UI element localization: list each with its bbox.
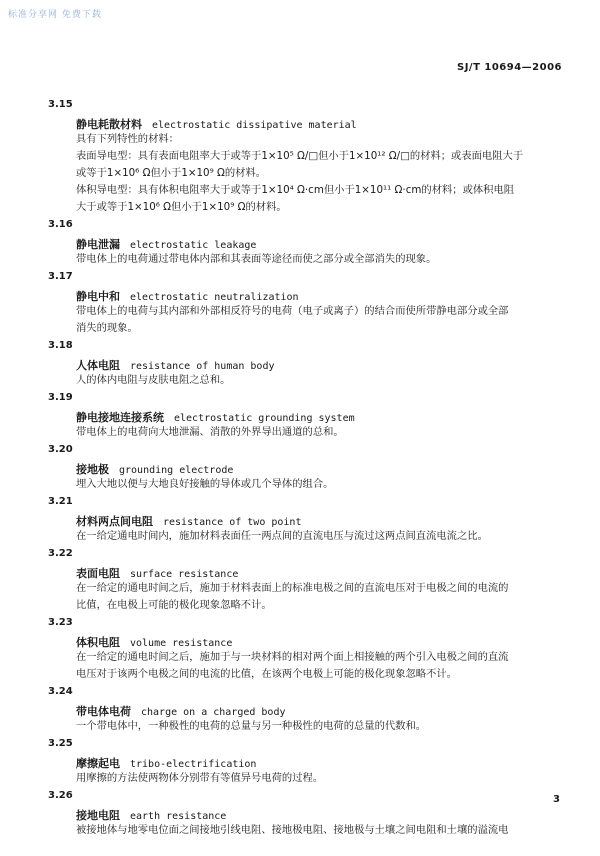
term-english: resistance of two point <box>163 517 302 528</box>
definition-line: 带电体上的电荷通过带电体内部和其表面等途径而使之部分或全部消失的现象。 <box>76 253 437 265</box>
definition-line: 一个带电体中，一种极性的电荷的总量与另一种极性的电荷的总量的代数和。 <box>76 720 427 732</box>
term-entry <box>48 493 548 545</box>
definition-line: 体积导电型：具有体积电阻率大于或等于1×10⁴ Ω·cm但小于1×10¹¹ Ω·cm的材料；或体积电阻 <box>76 184 515 196</box>
clause-number: 3.26 <box>48 790 73 801</box>
term-entry <box>48 735 548 787</box>
clause-number: 3.18 <box>48 340 73 351</box>
clause-number: 3.15 <box>48 99 73 110</box>
definition-line: 人的体内电阻与皮肤电阻之总和。 <box>76 374 231 386</box>
term-entry <box>48 787 548 839</box>
term-heading <box>76 753 548 770</box>
term-heading <box>76 632 548 649</box>
clause-number: 3.23 <box>48 617 73 628</box>
definition-line: 具有下列特性的材料： <box>76 133 179 145</box>
definition-line: 表面导电型：具有表面电阻率大于或等于1×10⁵ Ω/□但小于1×10¹² Ω/□的材料；或表面电阻大于 <box>76 150 524 162</box>
term-chinese: 体积电阻 <box>76 636 120 649</box>
clause-number: 3.22 <box>48 548 73 559</box>
clause-number: 3.17 <box>48 271 73 282</box>
term-entry <box>48 614 548 683</box>
term-heading <box>76 234 548 251</box>
term-chinese: 材料两点间电阻 <box>76 515 153 528</box>
clause-number: 3.25 <box>48 738 73 749</box>
definition-line: 用摩擦的方法使两物体分别带有等值异号电荷的过程。 <box>76 772 324 784</box>
term-chinese: 摩擦起电 <box>76 757 120 770</box>
term-chinese: 静电耗散材料 <box>76 118 142 131</box>
term-chinese: 静电中和 <box>76 290 120 303</box>
term-heading <box>76 511 548 528</box>
term-heading <box>76 459 548 476</box>
term-chinese: 静电接地连接系统 <box>76 411 164 424</box>
definition-line: 带电体上的电荷向大地泄漏、消散的外界导出通道的总和。 <box>76 426 344 438</box>
watermark: 标准分享网 免费下载 <box>8 10 102 20</box>
term-entry <box>48 337 548 389</box>
definition-line: 被接地体与地零电位面之间接地引线电阻、接地极电阻、接地极与土壤之间电阻和土壤的溢流电 <box>76 824 509 836</box>
term-entry <box>48 216 548 268</box>
term-entry <box>48 268 548 337</box>
term-entry <box>48 545 548 614</box>
term-entry <box>48 389 548 441</box>
term-english: electrostatic grounding system <box>174 413 355 424</box>
page-number: 3 <box>553 794 560 805</box>
term-entry <box>48 96 548 216</box>
term-heading <box>76 114 548 131</box>
term-chinese: 接地极 <box>76 463 109 476</box>
term-heading <box>76 355 548 372</box>
clause-number: 3.16 <box>48 219 73 230</box>
term-english: volume resistance <box>130 638 233 649</box>
clause-number: 3.24 <box>48 686 73 697</box>
term-heading <box>76 407 548 424</box>
term-english: electrostatic dissipative material <box>152 120 357 131</box>
clause-number: 3.21 <box>48 496 73 507</box>
definition-line: 在一给定的通电时间之后，施加于材料表面上的标准电极之间的直流电压对于电极之间的电流的 <box>76 582 509 594</box>
term-english: electrostatic leakage <box>130 240 257 251</box>
term-chinese: 人体电阻 <box>76 359 120 372</box>
term-heading <box>76 701 548 718</box>
term-heading <box>76 286 548 303</box>
definition-line: 比值，在电极上可能的极化现象忽略不计。 <box>76 599 272 611</box>
term-english: electrostatic neutralization <box>130 292 299 303</box>
term-english: resistance of human body <box>130 361 275 372</box>
term-english: earth resistance <box>130 811 227 822</box>
term-chinese: 接地电阻 <box>76 809 120 822</box>
definition-line: 大于或等于1×10⁶ Ω但小于1×10⁹ Ω的材料。 <box>76 201 287 213</box>
standard-code: SJ/T 10694—2006 <box>457 62 562 73</box>
definition-line: 消失的现象。 <box>76 322 138 334</box>
definition-line: 带电体上的电荷与其内部和外部相反符号的电荷（电子或离子）的结合而使所带静电部分或全部 <box>76 305 509 317</box>
term-english: grounding electrode <box>119 465 234 476</box>
term-entry <box>48 683 548 735</box>
definition-line: 在一给定通电时间内，施加材料表面任一两点间的直流电压与流过这两点间直流电流之比。 <box>76 530 488 542</box>
term-entry <box>48 441 548 493</box>
term-english: tribo-electrification <box>130 759 257 770</box>
term-chinese: 带电体电荷 <box>76 705 131 718</box>
term-heading <box>76 805 548 822</box>
definition-line: 埋入大地以便与大地良好接触的导体或几个导体的组合。 <box>76 478 334 490</box>
clause-number: 3.20 <box>48 444 73 455</box>
term-heading <box>76 563 548 580</box>
clause-number: 3.19 <box>48 392 73 403</box>
term-chinese: 表面电阻 <box>76 567 120 580</box>
definition-line: 电压对于该两个电极之间的电流的比值，在该两个电极上可能的极化现象忽略不计。 <box>76 668 457 680</box>
term-chinese: 静电泄漏 <box>76 238 120 251</box>
definition-line: 或等于1×10⁶ Ω但小于1×10⁹ Ω的材料。 <box>76 167 267 179</box>
definition-line: 在一给定的通电时间之后，施加于与一块材料的相对两个面上相接触的两个引入电极之间的直流 <box>76 651 509 663</box>
term-english: charge on a charged body <box>141 707 286 718</box>
term-english: surface resistance <box>130 569 239 580</box>
document-body <box>48 96 548 839</box>
